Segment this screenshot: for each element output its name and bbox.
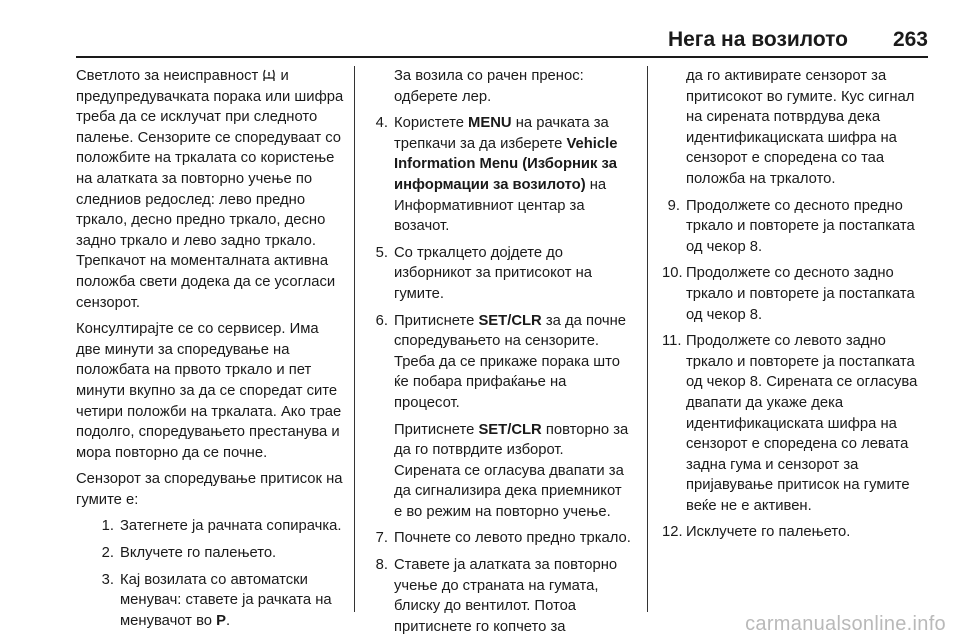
paragraph-consult-dealer: Консултирајте се со сервисер. Има две минути за споредување на положбата на првото тркало и пет минути вкупно за да се споредат сите четири положби на тркалата. Ако трае подолго, споредувањето престанува и мора повторно да се почне. bbox=[76, 321, 342, 461]
paragraph-sensor-matching: Светлото за неисправност и предупредувачката порака или шифра треба да се исклучат при следното палење. Сензорите се споредуваат со положбите на тркалата со користење на алатката за повторно учење по следниов редослед: лево предно тркало, десно предно тркало, десно задно тркало и лево задно тркало. Трепкачот на моменталната активна положба свети додека да се усогласи сензорот. bbox=[76, 68, 344, 311]
list-item: 10. Продолжете со десното задно тркало и повторете ја постапката од чекор 8. bbox=[662, 265, 915, 323]
header-rule bbox=[76, 56, 928, 58]
paragraph-procedure-intro: Сензорот за споредување притисок на гумите е: bbox=[76, 471, 343, 508]
list-item: 11. Продолжете со левото задно тркало и повторете ја постапката од чекор 8. Сирената се огласува двапати да укаже дека идентификациската шифра на сензорот е споредена со левата задна гума и сензорот за пријавување притисок на гумите веќе не е активен. bbox=[662, 333, 918, 514]
list-item: 6. Притиснете SET/CLR за да почне споредувањето на сензорите. Треба да се прикаже порака што ќе побара прифаќање на процесот. Притиснете SET/CLR повторно за да го потврдите изборот. Сирената се огласува двапати за да сигнализира дека приемникот е во режим на повторно учење. bbox=[375, 312, 629, 520]
page-header bbox=[76, 24, 928, 58]
page-number: 263 bbox=[892, 28, 928, 51]
list-item: 4. Користете MENU на рачката за трепкачи за да изберете Vehicle Information Menu (Изборник за информации за возилото) на Информативниот центар за возачот. bbox=[375, 115, 618, 235]
list-item: 8. Ставете ја алатката за повторно учење до страната на гумата, блиску до вентилот. Потоа притиснете го копчето за bbox=[375, 557, 618, 635]
list-item: 1. Затегнете ја рачната сопирачка. bbox=[101, 518, 342, 535]
column-1 bbox=[76, 66, 344, 637]
list-item: 3. Кај возилата со автоматски менувач: ставете ја рачката на менувачот во P. bbox=[101, 571, 332, 629]
tpms-warning-icon bbox=[262, 68, 276, 81]
list-item-continuation: За возила со рачен пренос: одберете лер. bbox=[394, 68, 584, 105]
column-divider-1 bbox=[354, 66, 355, 612]
page-title: Нега на возилото bbox=[667, 28, 848, 51]
column-2 bbox=[368, 66, 632, 643]
column-3 bbox=[662, 66, 930, 549]
list-item: 12. Исклучете го палењето. bbox=[662, 524, 851, 541]
list-item: 5. Со тркалцето дојдете до изборникот за притисокот на гумите. bbox=[375, 244, 592, 302]
list-item: 7. Почнете со левото предно тркало. bbox=[375, 530, 631, 547]
list-item: 2. Вклучете го палењето. bbox=[101, 545, 277, 562]
watermark: carmanualsonline.info bbox=[745, 613, 946, 635]
column-divider-2 bbox=[647, 66, 648, 612]
list-item: 9. Продолжете со десното предно тркало и повторете ја постапката од чекор 8. bbox=[667, 197, 915, 255]
list-item-continuation: да го активирате сензорот за притисокот во гумите. Кус сигнал на сирената потврдува дека идентификациската шифра на сензорот е споредена со таа положба на тркалото. bbox=[686, 68, 915, 187]
